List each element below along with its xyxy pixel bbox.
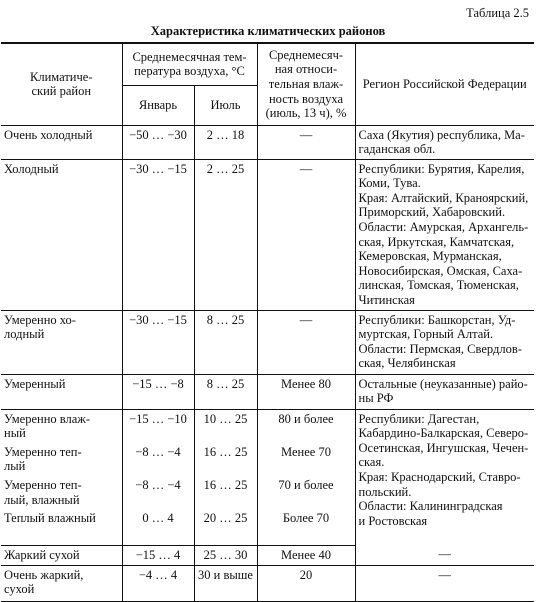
table-row (1, 409, 534, 443)
cell-region: Саха (Якутия) республика, Ма- гаданская обл. (355, 125, 534, 159)
header-region: Регион Российской Федерации (355, 43, 534, 125)
cell-district: Очень холодный (1, 125, 122, 159)
cell-region: Республики: Бурятия, Карелия, Коми, Тува. Края: Алтайский, Краноярский, Приморский, Хабаровский. Области: Амурская, Архангель- ская, Иркутская, Камчатская, Кемеровская, Мурманская, Новосибирская, Омская, Саха- линская, Томская, Тюменская, Читинская (355, 159, 534, 310)
cell-region: — (355, 565, 534, 601)
cell-july: 2 … 18 (194, 125, 257, 159)
cell-district: Умеренно хо- лодный (1, 310, 122, 374)
cell-humidity: Менее 40 (257, 545, 355, 565)
cell-region: — (355, 545, 534, 565)
cell-humidity: 20 (257, 565, 355, 601)
cell-july: 8 … 25 (194, 374, 257, 409)
cell-humidity: Более 70 (257, 509, 355, 545)
cell-july: 25 … 30 (194, 545, 257, 565)
cell-july: 16 … 25 (194, 443, 257, 476)
cell-region: Республики: Дагестан, Кабардино-Балкарская, Северо- Осетинская, Ингушская, Чечен- ская. Края: Краснодарский, Ставро- польский. Области: Калининградская и Ростовская (355, 409, 534, 545)
header-temperature: Среднемесячная тем- пература воздуха, °С (122, 43, 257, 85)
cell-july: 16 … 25 (194, 476, 257, 509)
cell-january: −30 … −15 (122, 310, 194, 374)
cell-january: −30 … −15 (122, 159, 194, 310)
cell-humidity: — (257, 310, 355, 374)
cell-district: Холодный (1, 159, 122, 310)
header-district: Климатиче- ский район (1, 43, 122, 125)
cell-humidity: Менее 80 (257, 374, 355, 409)
table-row (1, 374, 534, 409)
cell-january: −8 … −4 (122, 443, 194, 476)
table-number: Таблица 2.5 (466, 6, 529, 20)
table-header (1, 43, 534, 125)
climate-table (1, 42, 534, 602)
cell-district: Очень жаркий, сухой (1, 565, 122, 601)
cell-humidity: Менее 70 (257, 443, 355, 476)
header-humidity: Среднемесяч- ная относи- тельная влаж- ность воздуха (июль, 13 ч), % (257, 43, 355, 125)
cell-july: 2 … 25 (194, 159, 257, 310)
cell-humidity: 70 и более (257, 476, 355, 509)
cell-january: 0 … 4 (122, 509, 194, 545)
cell-january: −15 … −10 (122, 409, 194, 443)
table-row (1, 125, 534, 159)
table-row (1, 545, 534, 565)
cell-july: 30 и выше (194, 565, 257, 601)
cell-july: 10 … 25 (194, 409, 257, 443)
cell-july: 8 … 25 (194, 310, 257, 374)
cell-humidity: — (257, 159, 355, 310)
table-title: Характеристика климатических районов (150, 24, 386, 38)
cell-january: −4 … 4 (122, 565, 194, 601)
cell-july: 20 … 25 (194, 509, 257, 545)
cell-january: −8 … −4 (122, 476, 194, 509)
cell-district: Жаркий сухой (1, 545, 122, 565)
cell-district: Умеренный (1, 374, 122, 409)
table-row (1, 565, 534, 601)
cell-january: −50 … −30 (122, 125, 194, 159)
cell-january: −15 … −8 (122, 374, 194, 409)
table-row (1, 159, 534, 310)
cell-district: Умеренно теп- лый (4, 444, 82, 474)
header-july: Июль (194, 85, 257, 125)
cell-january: −15 … 4 (122, 545, 194, 565)
table-body (1, 125, 534, 601)
cell-humidity: 80 и более (257, 409, 355, 443)
cell-humidity: — (257, 125, 355, 159)
cell-district: Умеренно теп- лый, влажный (4, 478, 82, 507)
cell-region: Республики: Башкорстан, Уд- муртская, Горный Алтай. Области: Пермская, Свердлов- ская, Челябинская (355, 310, 534, 374)
cell-district: Умеренно влаж- ный (4, 411, 91, 441)
cell-region: Остальные (неуказанные) райо- ны РФ (355, 374, 534, 409)
header-january: Январь (122, 85, 194, 125)
cell-district: Теплый влажный (1, 509, 122, 545)
table-row (1, 310, 534, 374)
